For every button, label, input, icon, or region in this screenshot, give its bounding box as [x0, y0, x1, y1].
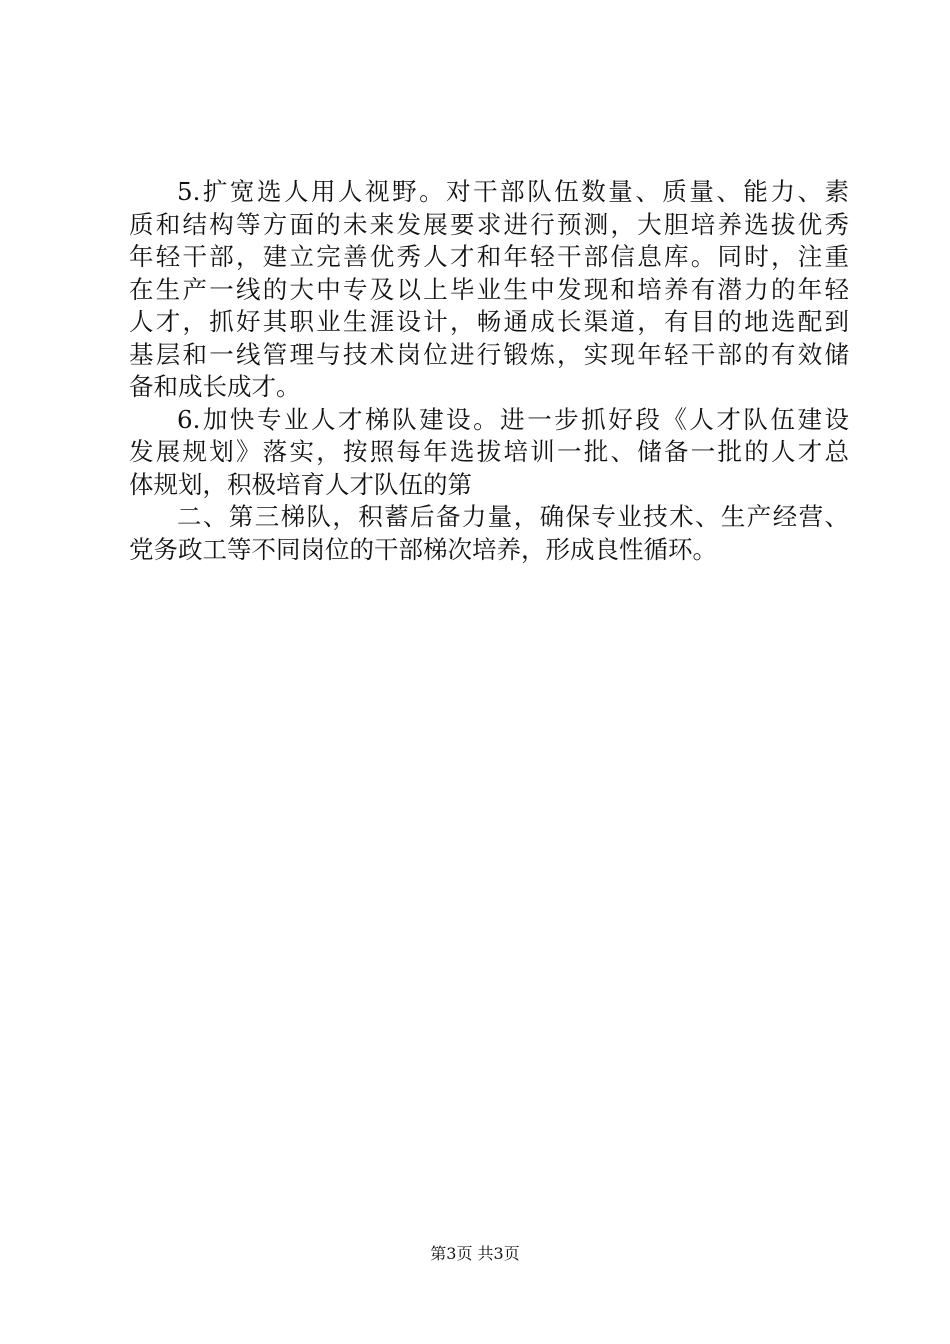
text-line: 6.加快专业人才梯队建设。进一步抓好段《人才队伍建设	[177, 404, 849, 434]
text-line: 5.扩宽选人用人视野。对干部队伍数量、质量、能力、素	[177, 177, 849, 206]
text-line: 体规划，积极培育人才队伍的第	[129, 469, 472, 499]
text-line: 二、第三梯队，积蓄后备力量，确保专业技术、生产经营、	[177, 502, 849, 531]
text-line: 在生产一线的大中专及以上毕业生中发现和培养有潜力的年轻	[129, 274, 849, 304]
text-line: 党务政工等不同岗位的干部梯次培养，形成良性循环。	[129, 534, 717, 564]
text-line: 基层和一线管理与技术岗位进行锻炼，实现年轻干部的有效储	[129, 339, 849, 369]
text-line: 备和成长成才。	[129, 372, 301, 401]
text-line: 人才，抓好其职业生涯设计，畅通成长渠道，有目的地选配到	[129, 307, 849, 336]
text-line: 发展规划》落实，按照每年选拔培训一批、储备一批的人才总	[129, 437, 849, 466]
page-footer: 第3页 共3页	[430, 1244, 520, 1263]
text-line: 年轻干部，建立完善优秀人才和年轻干部信息库。同时，注重	[129, 242, 849, 271]
document-body	[129, 176, 849, 566]
text-line: 质和结构等方面的未来发展要求进行预测，大胆培养选拔优秀	[129, 209, 849, 239]
